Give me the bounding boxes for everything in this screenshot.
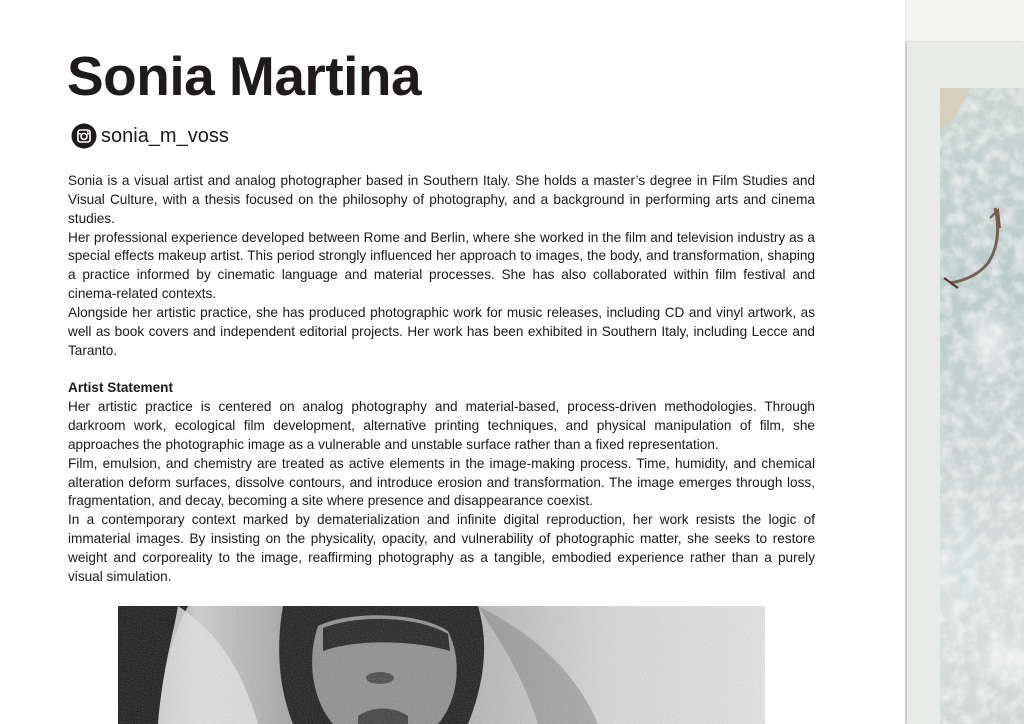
instagram-link[interactable] <box>71 122 229 150</box>
instagram-handle: sonia_m_voss <box>101 125 229 147</box>
statement-paragraph-1: Her artistic practice is centered on analog photography and material-based, process-driven methodologies. Through darkroom work, ecological film development, alternative printing techniques, and physical manipulation of film, she approaches the photographic image as a vulnerable and unstable surface rather than a fixed representation. <box>68 399 815 452</box>
bio-paragraph-3: Alongside her artistic practice, she has produced photographic work for music releases, including CD and vinyl artwork, as well as book covers and independent editorial projects. Her work has been exhibited in Southern Italy, including Lecce and Taranto. <box>68 304 815 358</box>
portrait-photo <box>118 606 765 724</box>
adjacent-photo <box>940 88 1024 724</box>
artist-name: Sonia Martina <box>67 45 422 107</box>
statement-paragraph-2: Film, emulsion, and chemistry are treated as active elements in the image-making process. Time, humidity, and chemical alteration deform surfaces, dissolve contours, and introduce erosion and transformation. The image emerges through loss, fragmentation, and decay, becoming a site where presence and disappearance coexist. <box>68 455 815 509</box>
bio-text-block <box>68 172 815 587</box>
statement-paragraph-3: In a contemporary context marked by dematerialization and infinite digital reproduction, her work resists the logic of immaterial images. By insisting on the physicality, opacity, and vulnerability of photographic matter, she seeks to restore weight and corporeality to the image, reaffirming photography as a tangible, embodied experience rather than a purely visual simulation. <box>68 512 815 584</box>
bio-paragraph-1: Sonia is a visual artist and analog photographer based in Southern Italy. She holds a master’s degree in Film Studies and Visual Culture, with a thesis focused on the philosophy of photography, and a background in performing arts and cinema studies. <box>68 173 815 226</box>
bio-paragraph-2: Her professional experience developed between Rome and Berlin, where she worked in the film and television industry as a special effects makeup artist. This period strongly influenced her approach to images, the body, and transformation, shaping a practice informed by cinematic language and material processes. She has also collaborated within film festival and cinema-related contexts. <box>68 229 815 302</box>
artist-statement-heading: Artist Statement <box>68 380 173 396</box>
instagram-icon <box>71 123 97 149</box>
paragraph-spacer <box>68 360 815 379</box>
